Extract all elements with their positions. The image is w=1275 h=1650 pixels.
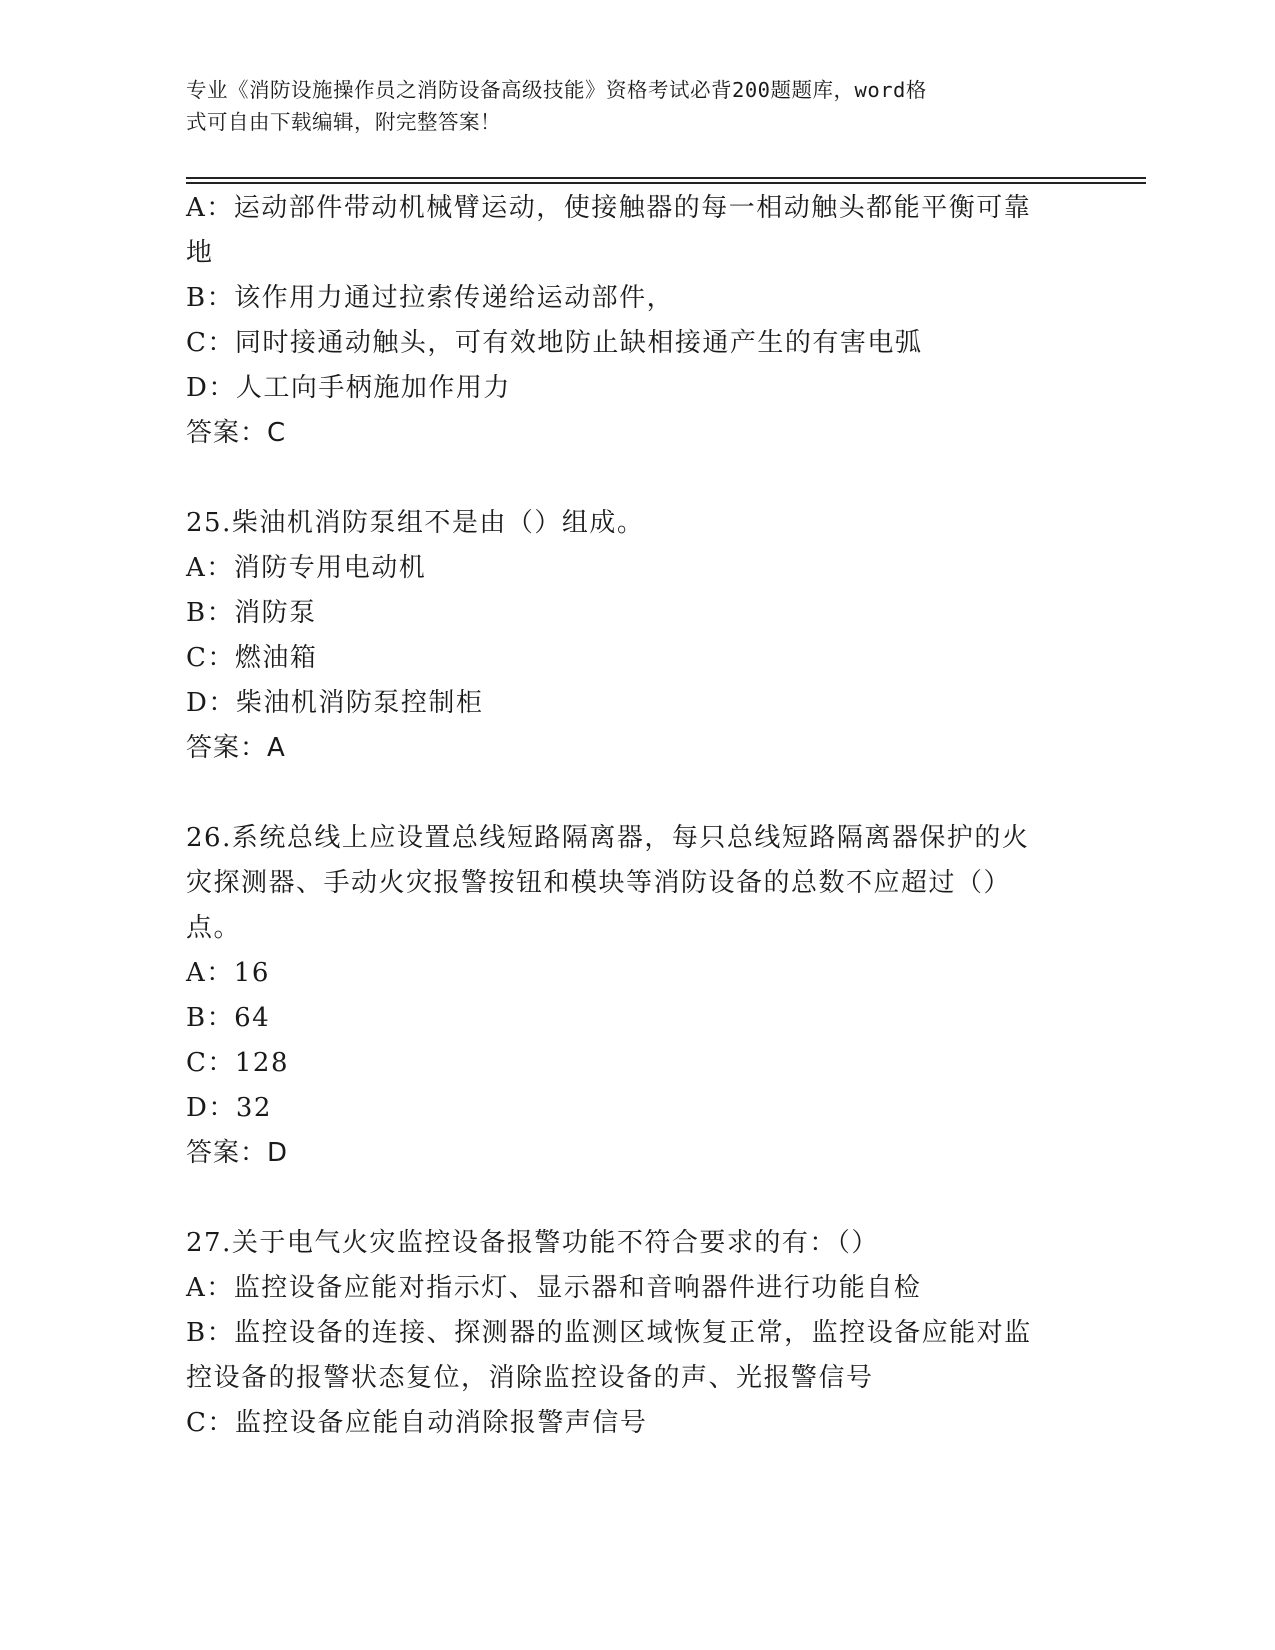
- answer: 答案：D: [186, 1138, 289, 1168]
- option-a-line-2: 地: [186, 238, 214, 268]
- question-26: [186, 816, 1086, 1176]
- option-d: D：人工向手柄施加作用力: [186, 373, 511, 403]
- document-header: [186, 74, 1066, 138]
- option-b: B：消防泵: [186, 598, 317, 628]
- option-a-line-1: A：运动部件带动机械臂运动，使接触器的每一相动触头都能平衡可靠: [186, 193, 1032, 223]
- header-divider-bottom: [186, 182, 1146, 184]
- option-b-line-1: B：监控设备的连接、探测器的监测区域恢复正常，监控设备应能对监: [186, 1318, 1032, 1348]
- question-25: [186, 501, 1086, 771]
- option-b-line-2: 控设备的报警状态复位，消除监控设备的声、光报警信号: [186, 1363, 874, 1393]
- question-stem: 27.关于电气火灾监控设备报警功能不符合要求的有：（）: [186, 1228, 879, 1258]
- question-stem-line-3: 点。: [186, 913, 242, 943]
- option-d: D：32: [186, 1093, 272, 1123]
- spacer: [186, 1176, 1086, 1221]
- question-stem: 25.柴油机消防泵组不是由（）组成。: [186, 508, 645, 538]
- question-24: [186, 186, 1086, 456]
- option-a: A：16: [186, 958, 270, 988]
- question-stem-line-1: 26.系统总线上应设置总线短路隔离器，每只总线短路隔离器保护的火: [186, 823, 1030, 853]
- question-stem-line-2: 灾探测器、手动火灾报警按钮和模块等消防设备的总数不应超过（）: [186, 868, 1012, 898]
- question-27: [186, 1221, 1086, 1446]
- option-c: C：燃油箱: [186, 643, 318, 673]
- option-c: C：128: [186, 1048, 290, 1078]
- option-c: C：监控设备应能自动消除报警声信号: [186, 1408, 648, 1438]
- spacer: [186, 771, 1086, 816]
- spacer: [186, 456, 1086, 501]
- option-d: D：柴油机消防泵控制柜: [186, 688, 484, 718]
- option-c: C：同时接通动触头，可有效地防止缺相接通产生的有害电弧: [186, 328, 923, 358]
- question-list: [186, 186, 1086, 1446]
- option-b: B：64: [186, 1003, 271, 1033]
- header-line-1: 专业《消防设施操作员之消防设备高级技能》资格考试必背200题题库，word格: [186, 78, 927, 102]
- header-divider-top: [186, 177, 1146, 179]
- header-line-2: 式可自由下载编辑，附完整答案！: [186, 110, 501, 134]
- answer: 答案：A: [186, 733, 286, 763]
- option-b: B：该作用力通过拉索传递给运动部件，: [186, 283, 675, 313]
- option-a: A：监控设备应能对指示灯、显示器和音响器件进行功能自检: [186, 1273, 922, 1303]
- option-a: A：消防专用电动机: [186, 553, 427, 583]
- answer: 答案：C: [186, 418, 287, 448]
